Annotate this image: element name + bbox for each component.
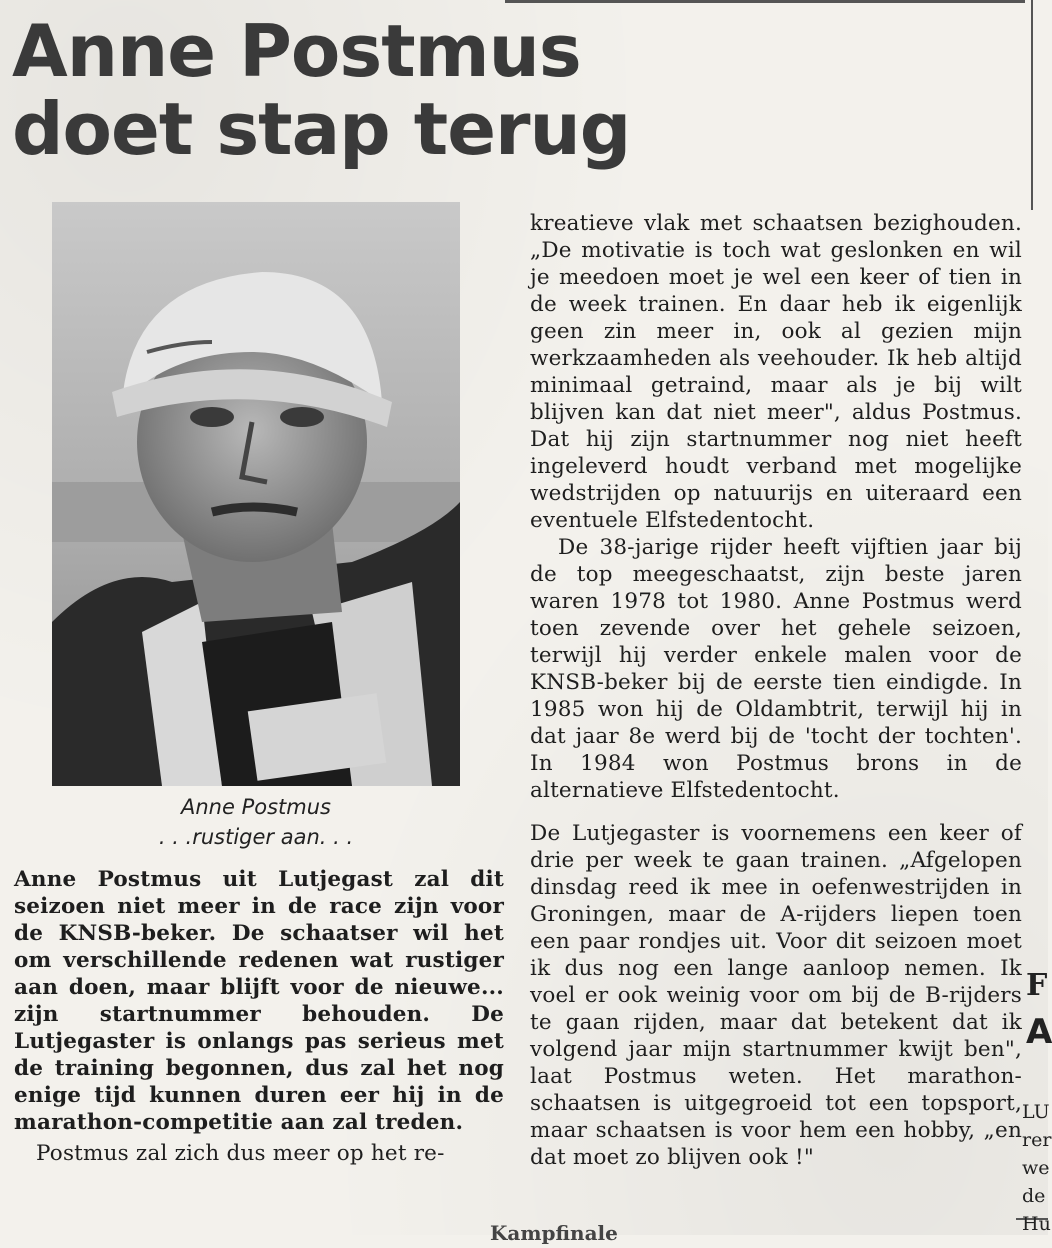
fragment-line: we xyxy=(1022,1157,1050,1179)
article-paragraph: Postmus zal zich dus meer op het re- xyxy=(36,1141,445,1166)
fragment-line: LU xyxy=(1022,1101,1050,1123)
skater-portrait-illustration xyxy=(52,202,460,786)
photo-caption xyxy=(52,792,460,852)
headline-line-1: Anne Postmus xyxy=(12,9,581,93)
fragment-line: Hu xyxy=(1022,1213,1051,1235)
adjacent-article-text xyxy=(1022,1098,1051,1238)
fragment-line: de xyxy=(1022,1185,1046,1207)
caption-name: Anne Postmus xyxy=(181,795,331,819)
article-right-column xyxy=(530,210,1022,1171)
headline xyxy=(12,9,631,171)
article-paragraph-2: De 38-jarige rijder heeft vijftien jaar bij de top meegeschaatst, zijn beste jaren waren 1978 tot 1980. Anne Postmus werd toen zevende over het gehele seizoen, terwijl hij verder enkele malen voor de KNSB-beker bij de eerste tien eindigde. In 1985 won hij de Oldambtrit, terwijl hij in dat jaar 8e werd bij de 'tocht der tochten'. In 1984 won Postmus brons in de alternatieve Elfstedentocht. xyxy=(530,535,1022,803)
adjacent-article-fragment: A xyxy=(1026,1012,1052,1052)
fragment-line: rer xyxy=(1022,1129,1052,1151)
article-paragraph-1: kreatieve vlak met schaatsen bezighouden. „De motivatie is toch wat geslonken en wil je meedoen moet je wel een keer of tien in de week trainen. En daar heb ik eigenlijk geen zin meer in, ook al gezien mijn werkzaamheden als veehouder. Ik heb altijd minimaal getraind, maar als je bij wilt blijven kan dat niet meer", aldus Postmus. Dat hij zijn startnummer nog niet heeft ingeleverd houdt verband met mogelijke wedstrijden op natuurijs en uiteraard een eventuele Elfstedentocht. xyxy=(530,211,1022,533)
headline-line-2: doet stap terug xyxy=(12,87,631,171)
caption-subtitle: . . .rustiger aan. . . xyxy=(158,825,354,849)
article-lead-paragraph: Anne Postmus uit Lutjegast zal dit seizoen niet meer in de race zijn voor de KNSB-beker. De schaatser wil het om verschillende redenen wat rustiger aan doen, maar blijft voor de nieuwe... zijn startnummer behouden. De Lutjegaster is onlangs pas serieus met de training begonnen, dus zal het nog enige tijd kunnen duren eer hij in de marathon-competitie aan zal treden. xyxy=(14,867,504,1135)
column-rule xyxy=(1031,0,1033,210)
portrait-photo xyxy=(52,202,460,786)
article-paragraph-3: De Lutjegaster is voornemens een keer of drie per week te gaan trainen. „Afgelopen dinsdag reed ik mee in oefenwestrijden in Groningen, maar de A-rijders liepen toen een paar rondjes uit. Voor dit seizoen moet ik dus nog een lange aanloop nemen. Ik voel er ook weinig voor om bij de B-rijders te gaan rijden, maar dat betekent dat ik volgend jaar mijn startnummer kwijt ben", laat Postmus weten. Het marathon-schaatsen is uitgegroeid tot een topsport, maar schaatsen is voor hem een hobby, „en dat moet zo blijven ook !" xyxy=(530,821,1022,1170)
article-left-column xyxy=(14,866,504,1167)
cut-off-headline-fragment: Kampfinale xyxy=(490,1221,618,1245)
adjacent-article-fragment: F xyxy=(1026,968,1048,1003)
top-rule xyxy=(505,0,1025,3)
